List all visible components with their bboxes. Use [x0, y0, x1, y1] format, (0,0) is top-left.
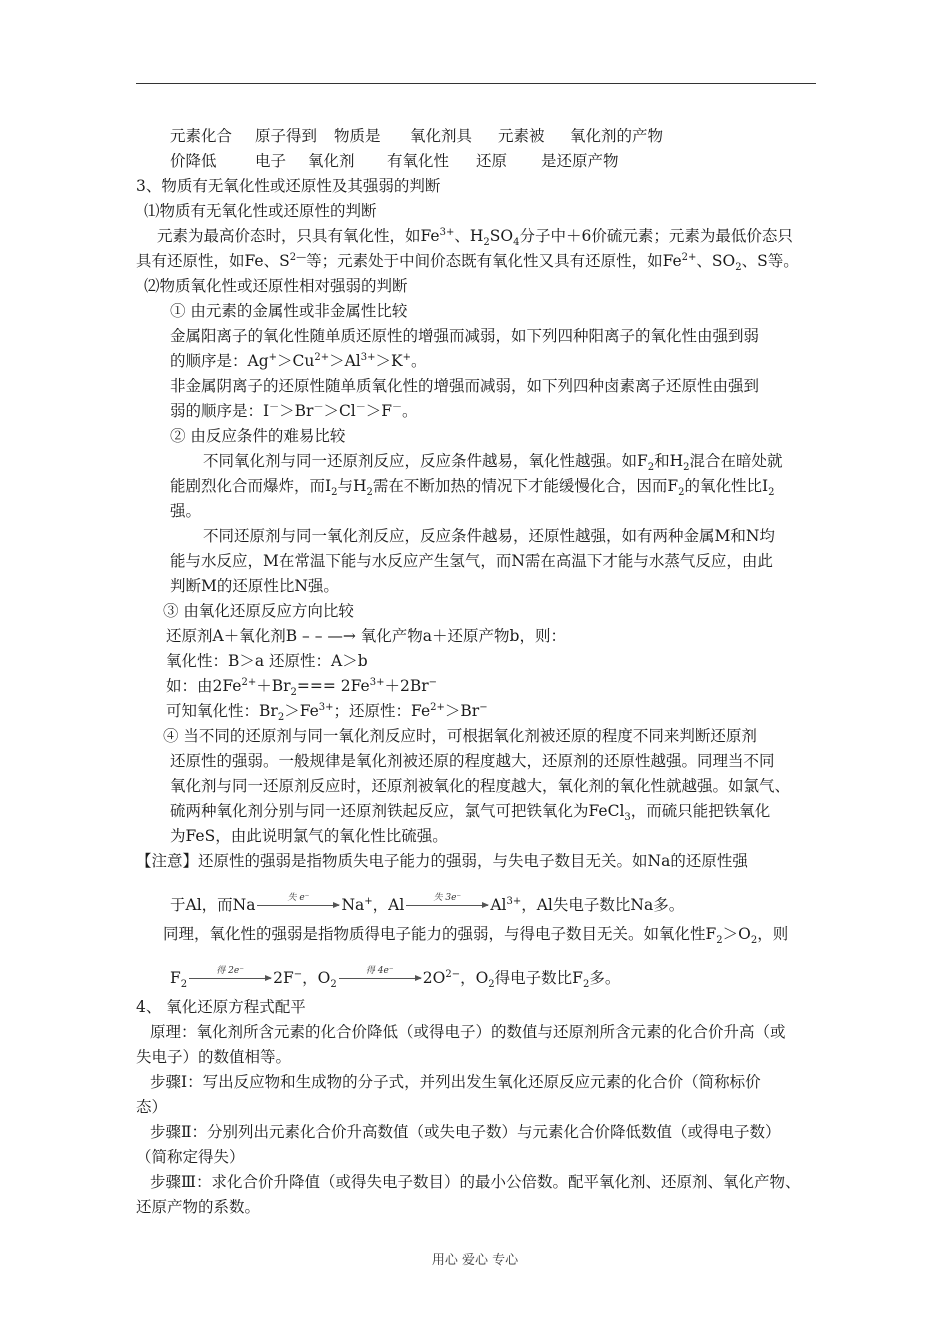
section-4-title: 4、 氧化还原方程式配平: [136, 998, 306, 1016]
note-line-4: $F_2$ 得 2e⁻ 2F−，$O_2$ 得 4e⁻ $2O^{2-}$，$O_2$得电子数比$F_2$多。: [170, 966, 621, 991]
method-2-para-1-line-1: 不同氧化剂与同一还原剂反应，反应条件越易，氧化性越强。如$F_2$和$H_2$混合在暗处就: [203, 452, 783, 474]
page-footer: 用心 爱心 专心: [431, 1253, 519, 1268]
paragraph-1-line-1: 元素为最高价态时，只具有氧化性，如$Fe^{3+}$、$H_2SO_4$分子中＋6价硫元素；元素为最低价态只: [157, 226, 793, 249]
section-4-step-2-line-1: 步骤Ⅱ：分别列出元素化合价升高数值（或失电子数）与元素化合价降低数值（或得电子数）: [150, 1123, 781, 1141]
arrow-lose-e: 失 e⁻: [257, 905, 339, 907]
note-line-1: 【注意】还原性的强弱是指物质失电子能力的强弱，与失电子数目无关。如Na的还原性强: [136, 852, 748, 870]
section-3-2-title: ⑵物质氧化性或还原性相对强弱的判断: [144, 277, 408, 295]
document-page: 元素化合 原子得到 物质是 氧化剂具 元素被 氧化剂的产物 价降低 电子 氧化剂 有氧化性 还原 是还原产物 3、物质有无氧化性或还原性及其强弱的判断 ⑴物质有无氧化性或还原性的判断 元素为最高价态时，只具有氧化性，如$Fe^{3+}$、$H_2SO_4$分子中＋6价硫元素；元素为最低价态只 具有还原性，如Fe、$S^{2—}$等；元素处于中间价态既有氧化性又具有还原性，如$Fe^{2+}$、$SO_2$、S等。 ⑵物质氧化性或还原性相对强弱的判断 ① 由元素的金属性或非金属性比较 金属阳离子的氧化性随单质还原性的增强而减弱，如下列四种阳离子的氧化性由强到弱 的顺序是：$Ag^+>Cu^{2+}>Al^{3+}>K^+$。 非金属阴离子的还原性随单质氧化性的增强而减弱，如下列四种卤素离子还原性由强到 弱的顺序是：I－＞Br－＞Cl－＞F－。 ② 由反应条件的难易比较 不同氧化剂与同一还原剂反应，反应条件越易，氧化性越强。如$F_2$和$H_2$混合在暗处就 能剧烈化合而爆炸，而$I_2$与$H_2$需在不断加热的情况下才能缓慢化合，因而$F_2$的氧化性比$I_2$ 强。 不同还原剂与同一氧化剂反应，反应条件越易，还原性越强，如有两种金属M和N均 能与水反应，M在常温下能与水反应产生氢气，而N需在高温下才能与水蒸气反应，由此 判断M的还原性比N强。 ③ 由氧化还原反应方向比较 还原剂A＋氧化剂B – – —→ 氧化产物a＋还原产物b，则： 氧化性：B＞a 还原性：A＞b 如：由$2Fe^{2+}+Br_2=== 2Fe^{3+}+2Br^-$ 可知氧化性：$Br_2>Fe^{3+}$；还原性：$Fe^{2+}>Br^-$ ④ 当不同的还原剂与同一氧化剂反应时，可根据氧化剂被还原的程度不同来判断还原剂 还原性的强弱。一般规律是氧化剂被还原的程度越大，还原剂的还原性越强。同理当不同 氧化剂与同一还原剂反应时，还原剂被氧化的程度越大，氧化剂的氧化性就越强。如氯气、 硫两种氧化剂分别与同一还原剂铁起反应，氯气可把铁氧化为FeCl$_3$，而硫只能把铁氧化 为FeS，由此说明氯气的氧化性比硫强。 【注意】还原性的强弱是指物质失电子能力的强弱，与失电子数目无关。如Na的还原性强 于Al，而Na 失 e⁻ Na+，Al 失 3e⁻ $Al^{3+}$，Al失电子数比Na多。 同理，氧化性的强弱是指物质得电子能力的强弱，与得电子数目无关。如氧化性$F_2>O_2$，则 $F_2$ 得 2e⁻ 2F−，$O_2$ 得 4e⁻ $2O^{2-}$，$O_2$得电子数比$F_2$多。 4、 氧化还原方程式配平 原理：氧化剂所含元素的化合价降低（或得电子）的数值与还原剂所含元素的化合价升高（或 失电子）的数值相等。 步骤Ⅰ：写出反应物和生成物的分子式，并列出发生氧化还原反应元素的化合价（简称标价 态） 步骤Ⅱ：分别列出元素化合价升高数值（或失电子数）与元素化合价降低数值（或得电子数） （简称定得失） 步骤Ⅲ：求化合价升降值（或得失电子数目）的最小公倍数。配平氧化剂、还原剂、氧化产物、 还原产物的系数。 用心 爱心 专心: [0, 0, 950, 1344]
method-4-line-3: 氧化剂与同一还原剂反应时，还原剂被氧化的程度越大，氧化剂的氧化性就越强。如氯气、: [170, 777, 791, 795]
method-1-title: ① 由元素的金属性或非金属性比较: [170, 302, 408, 320]
method-3-line-4: 可知氧化性：$Br_2>Fe^{3+}$；还原性：$Fe^{2+}>Br^-$: [166, 701, 488, 724]
section-4-step-3-line-1: 步骤Ⅲ：求化合价升降值（或得失电子数目）的最小公倍数。配平氧化剂、还原剂、氧化产物、: [150, 1173, 801, 1191]
method-2-para-2-line-1: 不同还原剂与同一氧化剂反应，反应条件越易，还原性越强，如有两种金属M和N均: [203, 527, 775, 545]
section-3-1-title: ⑴物质有无氧化性或还原性的判断: [144, 202, 377, 220]
method-1-para-1-line-2: 的顺序是：$Ag^+>Cu^{2+}>Al^{3+}>K^+$。: [170, 351, 427, 370]
method-2-para-2-line-2: 能与水反应，M在常温下能与水反应产生氢气，而N需在高温下才能与水蒸气反应，由此: [170, 552, 773, 570]
method-1-para-2-line-2: 弱的顺序是：I－＞Br－＞Cl－＞F－。: [170, 401, 418, 420]
method-2-para-2-line-3: 判断M的还原性比N强。: [170, 577, 339, 595]
note-line-3: 同理，氧化性的强弱是指物质得电子能力的强弱，与得电子数目无关。如氧化性$F_2>O_2$，则: [163, 925, 789, 947]
section-4-principle-line-2: 失电子）的数值相等。: [136, 1048, 292, 1066]
method-1-para-1-line-1: 金属阳离子的氧化性随单质还原性的增强而减弱，如下列四种阳离子的氧化性由强到弱: [170, 327, 760, 345]
method-2-title: ② 由反应条件的难易比较: [170, 427, 346, 445]
method-4-line-2: 还原性的强弱。一般规律是氧化剂被还原的程度越大，还原剂的还原性越强。同理当不同: [170, 752, 775, 770]
method-3-line-3: 如：由$2Fe^{2+}+Br_2=== 2Fe^{3+}+2Br^-$: [166, 676, 438, 699]
section-4-step-2-line-2: （简称定得失）: [136, 1148, 245, 1166]
method-3-line-2: 氧化性：B＞a 还原性：A＞b: [166, 652, 368, 670]
method-1-para-2-line-1: 非金属阴离子的还原性随单质氧化性的增强而减弱，如下列四种卤素离子还原性由强到: [170, 377, 760, 395]
section-4-principle-line-1: 原理：氧化剂所含元素的化合价降低（或得电子）的数值与还原剂所含元素的化合价升高（或: [150, 1023, 786, 1041]
arrow-gain-2e: 得 2e⁻: [189, 978, 271, 980]
section-3-title: 3、物质有无氧化性或还原性及其强弱的判断: [136, 177, 441, 195]
section-4-step-1-line-2: 态）: [136, 1098, 168, 1116]
paragraph-1-line-2: 具有还原性，如Fe、$S^{2—}$等；元素处于中间价态既有氧化性又具有还原性，如$Fe^{2+}$、$SO_2$、S等。: [136, 251, 799, 274]
method-4-line-1: ④ 当不同的还原剂与同一氧化剂反应时，可根据氧化剂被还原的程度不同来判断还原剂: [163, 727, 757, 745]
method-3-line-1: 还原剂A＋氧化剂B – – —→ 氧化产物a＋还原产物b，则：: [166, 627, 566, 645]
method-2-para-1-line-3: 强。: [170, 502, 202, 520]
note-label: 【注意】: [136, 852, 199, 870]
header-rule: [136, 83, 816, 84]
arrow-lose-3e: 失 3e⁻: [406, 905, 488, 907]
section-4-step-1-line-1: 步骤Ⅰ：写出反应物和生成物的分子式，并列出发生氧化还原反应元素的化合价（简称标价: [150, 1073, 761, 1091]
section-4-step-3-line-2: 还原产物的系数。: [136, 1198, 261, 1216]
method-3-title: ③ 由氧化还原反应方向比较: [163, 602, 354, 620]
method-4-line-5: 为FeS，由此说明氯气的氧化性比硫强。: [170, 827, 448, 845]
note-line-2: 于Al，而Na 失 e⁻ Na+，Al 失 3e⁻ $Al^{3+}$，Al失电子数比Na多。: [170, 893, 685, 914]
method-4-line-4: 硫两种氧化剂分别与同一还原剂铁起反应，氯气可把铁氧化为FeCl$_3$，而硫只能把铁氧化: [170, 802, 771, 824]
arrow-gain-4e: 得 4e⁻: [339, 978, 421, 980]
method-2-para-1-line-2: 能剧烈化合而爆炸，而$I_2$与$H_2$需在不断加热的情况下才能缓慢化合，因而$F_2$的氧化性比$I_2$: [170, 477, 775, 499]
